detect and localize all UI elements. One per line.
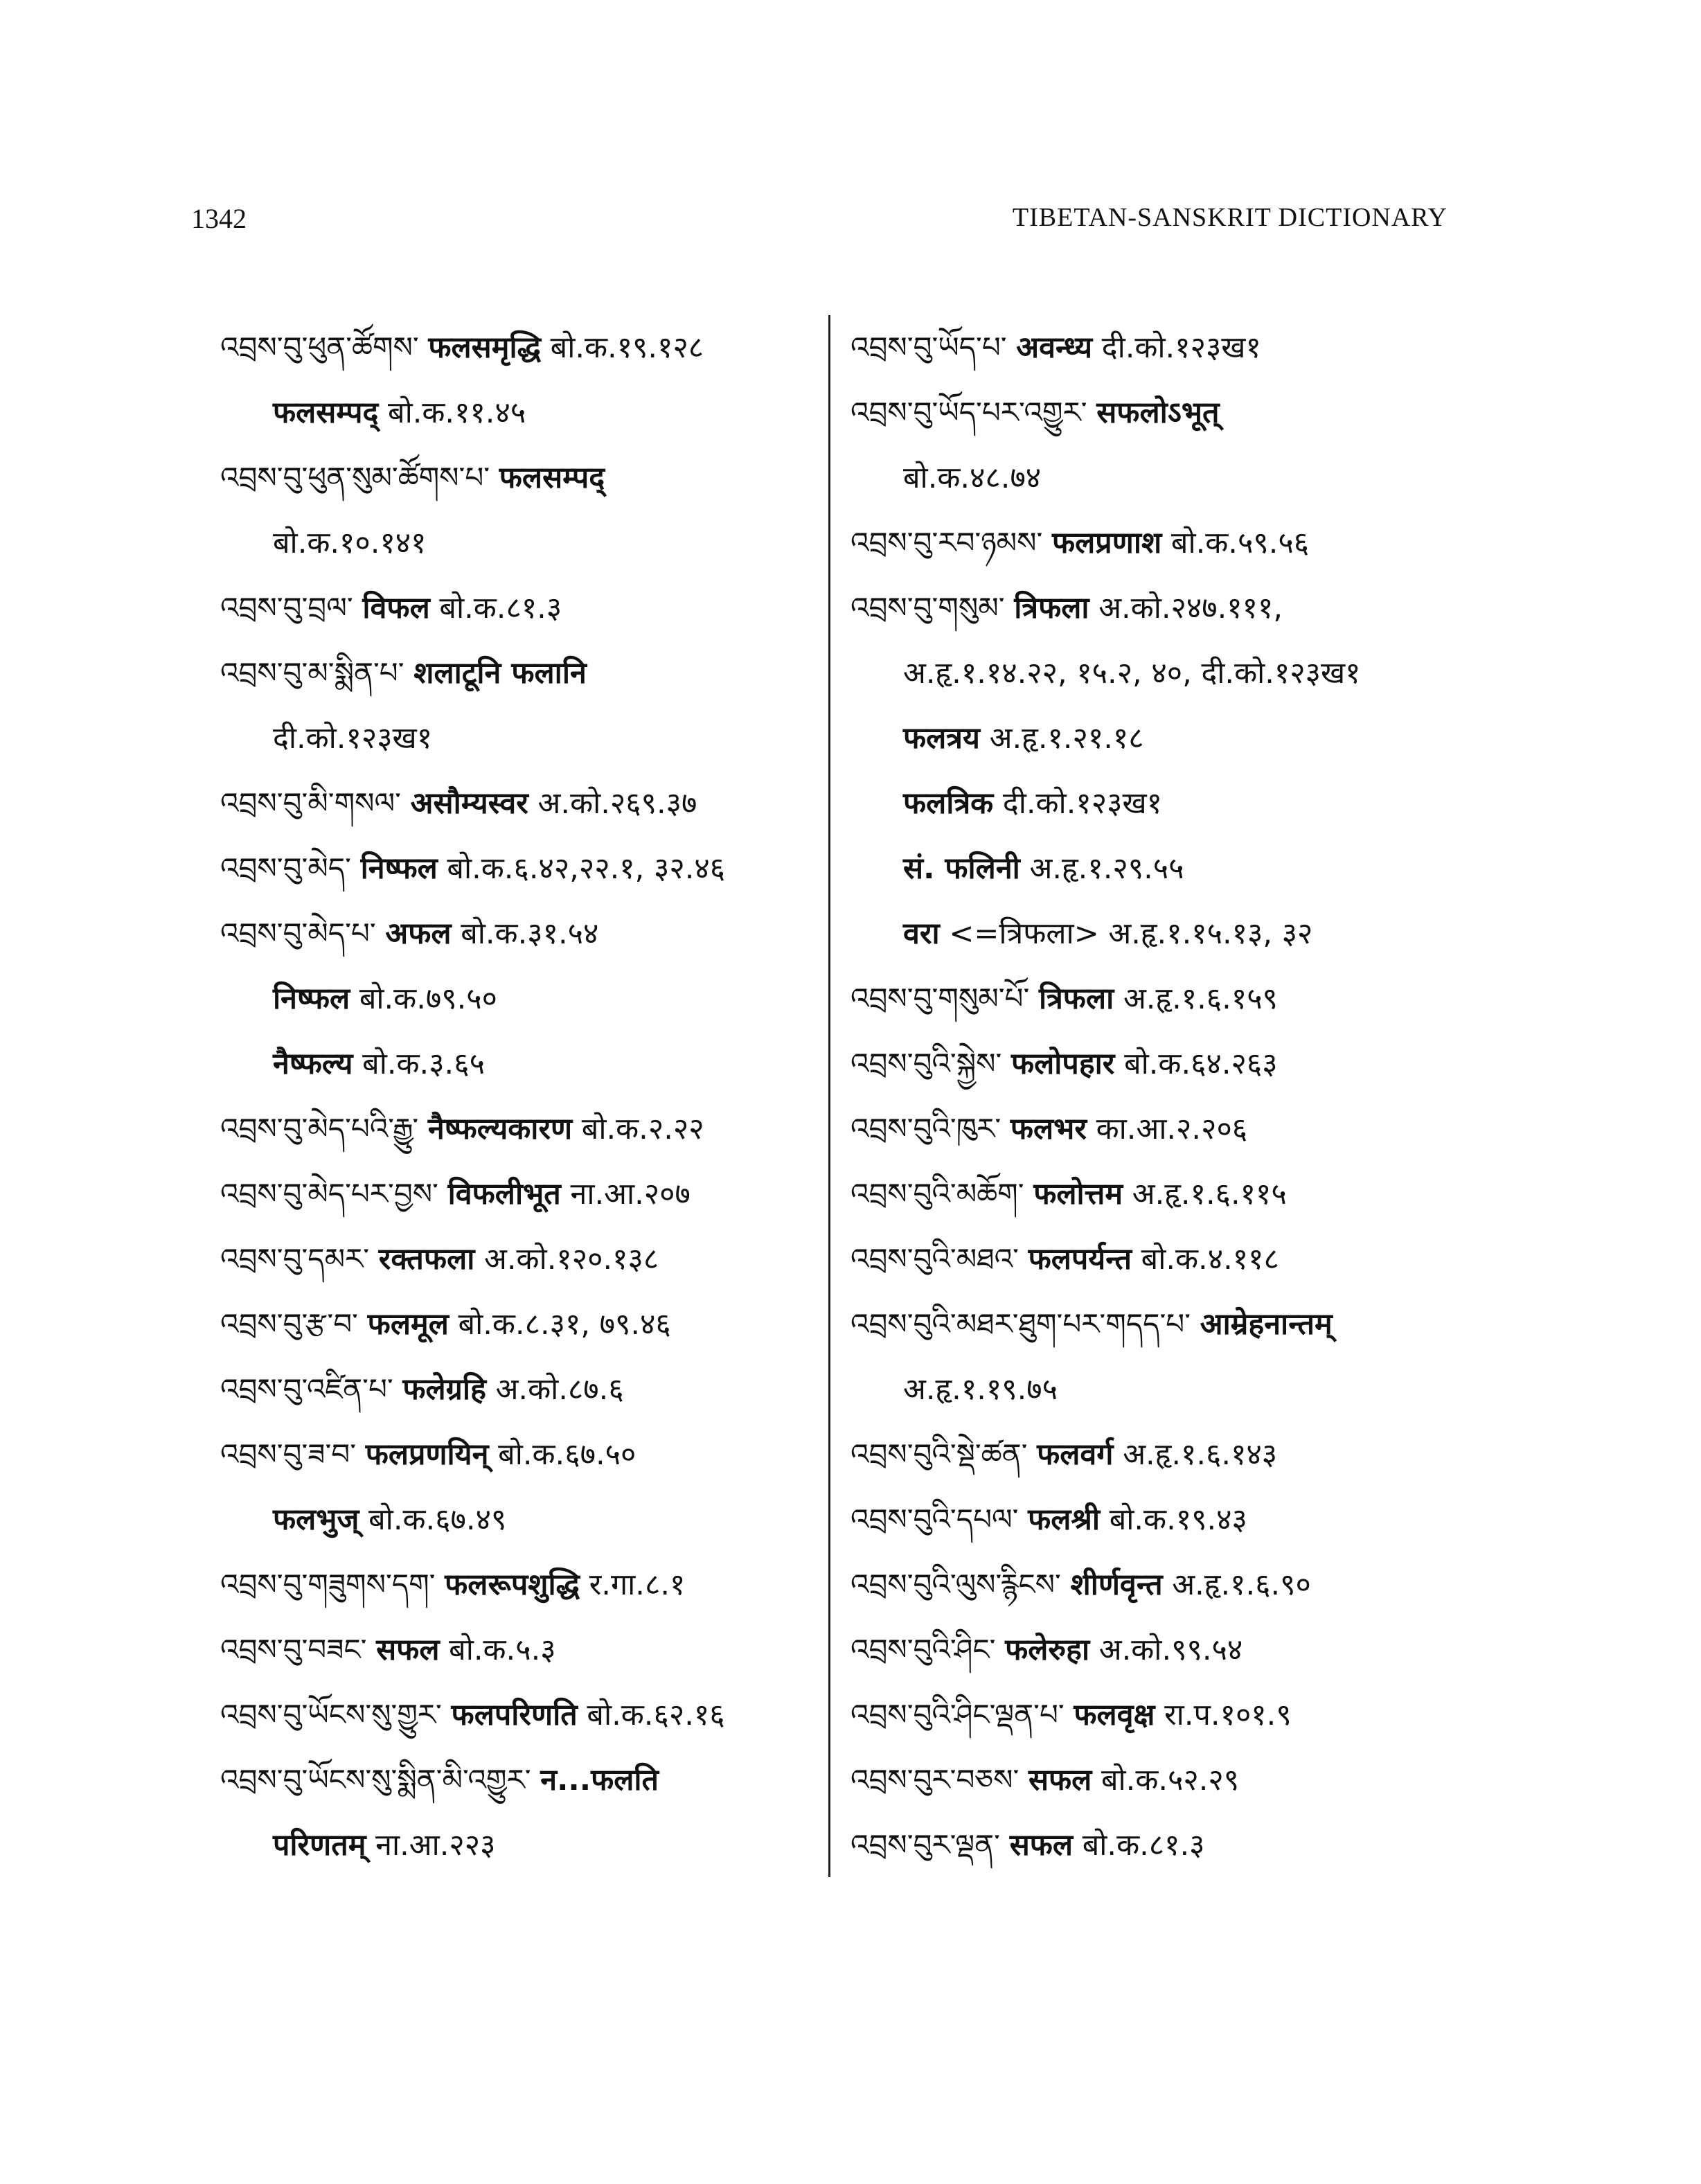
sanskrit-equivalent: फलेग्रहि bbox=[402, 1372, 486, 1407]
sanskrit-equivalent: असौम्यस्वर bbox=[410, 786, 528, 821]
tibetan-headword: འབྲས་བུའི་སྐྱེས་ bbox=[850, 1047, 1002, 1081]
sanskrit-equivalent: फलरूपशुद्धि bbox=[445, 1568, 580, 1602]
dictionary-entry-line bbox=[850, 1031, 1474, 1097]
source-reference: बो.क.८१.३ bbox=[439, 591, 562, 625]
dictionary-entry-line bbox=[850, 1422, 1474, 1487]
column-divider bbox=[828, 315, 830, 1877]
sanskrit-equivalent: फलवर्ग bbox=[1037, 1437, 1114, 1472]
dictionary-entry-line bbox=[220, 901, 823, 966]
tibetan-headword: འབྲས་བུ་འཛིན་པ་ bbox=[220, 1372, 393, 1406]
dictionary-entry-line bbox=[220, 641, 823, 706]
dictionary-entry-line bbox=[850, 1357, 1474, 1422]
tibetan-headword: འབྲས་བུའི་ཤིང་ bbox=[850, 1633, 996, 1667]
tibetan-headword: འབྲས་བུ་བྲལ་ bbox=[220, 591, 353, 625]
source-reference: बो.क.६७.५० bbox=[498, 1437, 636, 1472]
dictionary-entry-line bbox=[220, 576, 823, 641]
sanskrit-equivalent: आम्रेहनान्तम् bbox=[1200, 1307, 1333, 1342]
sanskrit-equivalent: फलवृक्ष bbox=[1074, 1698, 1155, 1732]
sanskrit-equivalent: त्रिफला bbox=[1038, 982, 1114, 1016]
dictionary-entry-line bbox=[850, 1748, 1474, 1813]
sanskrit-equivalent: सफल bbox=[1028, 1763, 1092, 1797]
sanskrit-equivalent: वरा bbox=[903, 916, 940, 951]
sanskrit-equivalent: फलसमृद्धि bbox=[428, 330, 541, 365]
sanskrit-equivalent: नैष्फल्य bbox=[273, 1047, 353, 1081]
dictionary-entry-line bbox=[220, 1422, 823, 1487]
dictionary-entry-line bbox=[850, 1097, 1474, 1162]
tibetan-headword: འབྲས་བུ་གཟུགས་དག་ bbox=[220, 1568, 436, 1601]
tibetan-headword: འབྲས་བུའི་ལུས་རྙིངས་ bbox=[850, 1568, 1061, 1601]
source-reference: बो.क.४८.७४ bbox=[903, 461, 1042, 495]
source-reference: बो.क.११.४५ bbox=[388, 396, 526, 430]
dictionary-entry-line bbox=[220, 1617, 823, 1683]
tibetan-headword: འབྲས་བུའི་དཔལ་ bbox=[850, 1502, 1019, 1536]
sanskrit-equivalent: फलपरिणति bbox=[451, 1698, 578, 1732]
dictionary-entry-line bbox=[850, 1813, 1474, 1878]
source-reference: अ.को.९९.५४ bbox=[1098, 1633, 1243, 1667]
dictionary-entry-line bbox=[850, 771, 1474, 836]
tibetan-headword: འབྲས་བུ་གསུམ་ bbox=[850, 591, 1005, 625]
source-reference: बो.क.८१.३ bbox=[1082, 1828, 1205, 1863]
dictionary-entry-line bbox=[220, 1031, 823, 1097]
sanskrit-equivalent: सफल bbox=[376, 1633, 440, 1667]
dictionary-entry-line bbox=[850, 641, 1474, 706]
dictionary-entry-line bbox=[220, 1292, 823, 1357]
source-reference: बो.क.३.६५ bbox=[362, 1047, 485, 1081]
tibetan-headword: འབྲས་བུ་ཡོད་པར་འགྱུར་ bbox=[850, 396, 1087, 429]
source-reference: बो.क.६.४२,२२.१, ३२.४६ bbox=[447, 851, 726, 886]
sanskrit-equivalent: सफल bbox=[1009, 1828, 1074, 1863]
source-reference: अ.हृ.१.२९.५५ bbox=[1029, 851, 1184, 886]
dictionary-entry-line bbox=[850, 966, 1474, 1031]
sanskrit-equivalent: विफल bbox=[362, 591, 430, 625]
running-title: TIBETAN-SANSKRIT DICTIONARY bbox=[1012, 203, 1448, 232]
sanskrit-equivalent: फलसम्पद् bbox=[499, 461, 605, 495]
source-reference: अ.हृ.१.६.१५९ bbox=[1123, 982, 1278, 1016]
tibetan-headword: འབྲས་བུ་ཡོངས་སུ་སྨིན་མི་འགྱུར་ bbox=[220, 1763, 531, 1797]
source-reference: बो.क.६७.४९ bbox=[368, 1502, 507, 1537]
dictionary-entry-line bbox=[850, 1487, 1474, 1552]
source-reference: बो.क.५.३ bbox=[449, 1633, 556, 1667]
tibetan-headword: འབྲས་བུའི་ཤིང་ལྡན་པ་ bbox=[850, 1698, 1065, 1732]
tibetan-headword: འབྲས་བུ་མི་གསལ་ bbox=[220, 786, 401, 820]
source-reference: <=त्रिफला> अ.हृ.१.१५.१३, ३२ bbox=[949, 916, 1313, 951]
dictionary-entry-line bbox=[220, 706, 823, 771]
dictionary-entry-line bbox=[220, 1552, 823, 1617]
source-reference: बो.क.५२.२९ bbox=[1101, 1763, 1240, 1797]
dictionary-entry-line bbox=[850, 1683, 1474, 1748]
sanskrit-equivalent: फलोत्तम bbox=[1033, 1177, 1123, 1211]
tibetan-headword: འབྲས་བུ་དམར་ bbox=[220, 1242, 370, 1276]
sanskrit-equivalent: फलसम्पद् bbox=[273, 396, 379, 430]
source-reference: बो.क.४.११८ bbox=[1141, 1242, 1279, 1277]
tibetan-headword: འབྲས་བུའི་སྡེ་ཚན་ bbox=[850, 1437, 1028, 1471]
dictionary-entry-line bbox=[220, 1357, 823, 1422]
right-column bbox=[850, 315, 1474, 1878]
dictionary-entry-line bbox=[850, 1552, 1474, 1617]
source-reference: बो.क.१०.१४१ bbox=[273, 526, 427, 560]
dictionary-entry-line bbox=[220, 380, 823, 445]
tibetan-headword: འབྲས་བུའི་མཐར་ཐུག་པར་གདད་པ་ bbox=[850, 1307, 1191, 1341]
sanskrit-equivalent: फलभर bbox=[1010, 1112, 1087, 1146]
tibetan-headword: འབྲས་བུར་བཅས་ bbox=[850, 1763, 1019, 1797]
dictionary-entry-line bbox=[220, 1227, 823, 1292]
dictionary-entry-line bbox=[850, 445, 1474, 511]
sanskrit-equivalent: सं. फलिनी bbox=[903, 851, 1020, 886]
dictionary-entry-line bbox=[850, 836, 1474, 901]
dictionary-entry-line bbox=[850, 511, 1474, 576]
dictionary-entry-line bbox=[220, 1487, 823, 1552]
sanskrit-equivalent: फलोपहार bbox=[1010, 1047, 1115, 1081]
sanskrit-equivalent: फलप्रणाश bbox=[1052, 526, 1162, 560]
sanskrit-equivalent: अफल bbox=[385, 916, 452, 951]
source-reference: बो.क.६४.२६३ bbox=[1124, 1047, 1278, 1081]
dictionary-entry-line bbox=[850, 901, 1474, 966]
source-reference: बो.क.१९.४३ bbox=[1109, 1502, 1247, 1537]
dictionary-entry-line bbox=[850, 706, 1474, 771]
source-reference: अ.को.१२०.१३८ bbox=[484, 1242, 659, 1277]
sanskrit-equivalent: फलत्रय bbox=[903, 721, 980, 756]
tibetan-headword: འབྲས་བུ་ཕུན་ཚོགས་ bbox=[220, 330, 419, 364]
sanskrit-equivalent: फलश्री bbox=[1028, 1502, 1101, 1537]
source-reference: बो.क.७९.५० bbox=[359, 982, 497, 1016]
tibetan-headword: འབྲས་བུ་ཡོངས་སུ་གྱུར་ bbox=[220, 1698, 442, 1732]
sanskrit-equivalent: फलभुज् bbox=[273, 1502, 359, 1537]
tibetan-headword: འབྲས་བུ་རྩ་བ་ bbox=[220, 1307, 358, 1341]
dictionary-entry-line bbox=[220, 315, 823, 380]
source-reference: अ.हृ.१.१९.७५ bbox=[903, 1372, 1058, 1407]
source-reference: अ.हृ.१.६.१४३ bbox=[1123, 1437, 1278, 1472]
sanskrit-equivalent: निष्फल bbox=[360, 851, 438, 886]
sanskrit-equivalent: शलाटूनि फलानि bbox=[413, 656, 587, 691]
source-reference: अ.हृ.१.६.११५ bbox=[1132, 1177, 1287, 1211]
tibetan-headword: འབྲས་བུའི་ཁུར་ bbox=[850, 1112, 1001, 1146]
dictionary-entry-line bbox=[850, 576, 1474, 641]
left-column bbox=[220, 315, 823, 1878]
source-reference: दी.को.१२३ख१ bbox=[1101, 330, 1261, 365]
tibetan-headword: འབྲས་བུ་མེད་པ་ bbox=[220, 916, 376, 950]
dictionary-entry-line bbox=[220, 1097, 823, 1162]
sanskrit-equivalent: सफलोऽभूत् bbox=[1096, 396, 1220, 430]
tibetan-headword: འབྲས་བུ་རབ་ཉམས་ bbox=[850, 526, 1043, 560]
dictionary-entry-line bbox=[850, 315, 1474, 380]
source-reference: र.गा.८.१ bbox=[589, 1568, 686, 1602]
sanskrit-equivalent: शीर्णवृन्त bbox=[1070, 1568, 1163, 1602]
source-reference: बो.क.१९.१२८ bbox=[550, 330, 704, 365]
source-reference: अ.हृ.१.६.९० bbox=[1172, 1568, 1311, 1602]
source-reference: बो.क.५९.५६ bbox=[1170, 526, 1310, 560]
tibetan-headword: འབྲས་བུར་ལྡན་ bbox=[850, 1828, 1001, 1862]
tibetan-headword: འབྲས་བུ་ཟ་བ་ bbox=[220, 1437, 357, 1471]
sanskrit-equivalent: फलेरुहा bbox=[1005, 1633, 1090, 1667]
sanskrit-equivalent: निष्फल bbox=[273, 982, 350, 1016]
dictionary-entry-line bbox=[220, 1162, 823, 1227]
source-reference: रा.प.१०१.९ bbox=[1164, 1698, 1292, 1732]
sanskrit-equivalent: विफलीभूत bbox=[447, 1177, 561, 1211]
sanskrit-equivalent: अवन्ध्य bbox=[1016, 330, 1093, 365]
source-reference: ना.आ.२२३ bbox=[375, 1828, 496, 1863]
page-number: 1342 bbox=[191, 203, 247, 234]
dictionary-entry-line bbox=[220, 771, 823, 836]
sanskrit-equivalent: फलत्रिक bbox=[903, 786, 994, 821]
source-reference: अ.हृ.१.२१.१८ bbox=[989, 721, 1144, 756]
source-reference: बो.क.३१.५४ bbox=[461, 916, 599, 951]
dictionary-entry-line bbox=[850, 1162, 1474, 1227]
dictionary-entry-line bbox=[220, 511, 823, 576]
sanskrit-equivalent: रक्तफला bbox=[378, 1242, 475, 1277]
dictionary-entry-line bbox=[220, 836, 823, 901]
source-reference: अ.को.२६९.३७ bbox=[537, 786, 697, 821]
dictionary-entry-line bbox=[220, 1748, 823, 1813]
sanskrit-equivalent: परिणतम् bbox=[273, 1828, 366, 1863]
source-reference: ना.आ.२०७ bbox=[570, 1177, 691, 1211]
tibetan-headword: འབྲས་བུ་མེད་ bbox=[220, 851, 351, 885]
dictionary-entry-line bbox=[850, 380, 1474, 445]
sanskrit-equivalent: न...फलति bbox=[540, 1763, 659, 1797]
sanskrit-equivalent: त्रिफला bbox=[1014, 591, 1089, 625]
source-reference: अ.को.२४७.१११, bbox=[1098, 591, 1283, 625]
sanskrit-equivalent: फलमूल bbox=[367, 1307, 449, 1342]
dictionary-entry-line bbox=[220, 445, 823, 511]
source-reference: अ.को.८७.६ bbox=[495, 1372, 624, 1407]
tibetan-headword: འབྲས་བུའི་མཆོག་ bbox=[850, 1177, 1024, 1211]
sanskrit-equivalent: नैष्फल्यकारण bbox=[427, 1112, 573, 1146]
tibetan-headword: འབྲས་བུ་མེད་པར་བྱས་ bbox=[220, 1177, 438, 1211]
dictionary-entry-line bbox=[220, 966, 823, 1031]
dictionary-entry-line bbox=[850, 1227, 1474, 1292]
tibetan-headword: འབྲས་བུ་བཟང་ bbox=[220, 1633, 367, 1667]
dictionary-entry-line bbox=[850, 1617, 1474, 1683]
sanskrit-equivalent: फलपर्यन्त bbox=[1028, 1242, 1132, 1277]
dictionary-entry-line bbox=[850, 1292, 1474, 1357]
source-reference: बो.क.६२.१६ bbox=[587, 1698, 725, 1732]
tibetan-headword: འབྲས་བུ་ཡོད་པ་ bbox=[850, 330, 1007, 364]
dictionary-entry-line bbox=[220, 1683, 823, 1748]
sanskrit-equivalent: फलप्रणयिन् bbox=[365, 1437, 489, 1472]
dictionary-entry-line bbox=[220, 1813, 823, 1878]
tibetan-headword: འབྲས་བུའི་མཐའ་ bbox=[850, 1242, 1019, 1276]
tibetan-headword: འབྲས་བུ་གསུམ་པོ་ bbox=[850, 982, 1030, 1015]
source-reference: दी.को.१२३ख१ bbox=[273, 721, 433, 756]
tibetan-headword: འབྲས་བུ་མ་སྨིན་པ་ bbox=[220, 656, 404, 690]
source-reference: का.आ.२.२०६ bbox=[1096, 1112, 1248, 1146]
source-reference: बो.क.८.३१, ७९.४६ bbox=[458, 1307, 671, 1342]
source-reference: दी.को.१२३ख१ bbox=[1002, 786, 1162, 821]
source-reference: बो.क.२.२२ bbox=[581, 1112, 704, 1146]
tibetan-headword: འབྲས་བུ་མེད་པའི་རྒྱུ་ bbox=[220, 1112, 419, 1146]
tibetan-headword: འབྲས་བུ་ཕུན་སུམ་ཚོགས་པ་ bbox=[220, 461, 490, 495]
source-reference: अ.हृ.१.१४.२२, १५.२, ४०, दी.को.१२३ख१ bbox=[903, 656, 1361, 691]
